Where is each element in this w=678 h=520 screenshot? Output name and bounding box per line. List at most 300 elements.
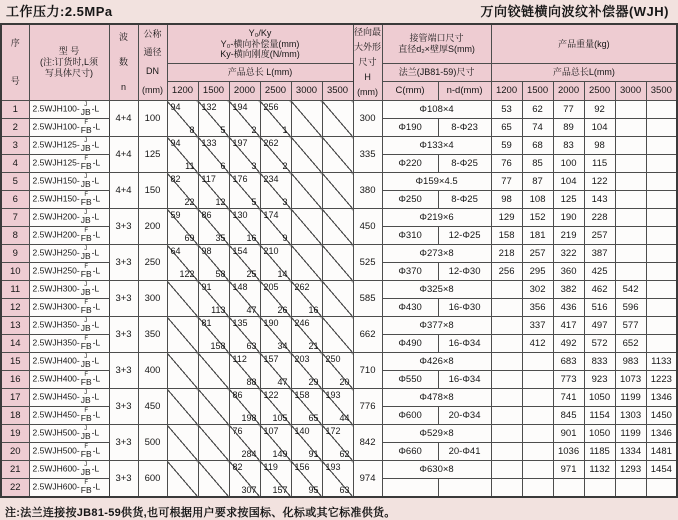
y-compensation-value: 174 (263, 210, 279, 220)
weight-cell: 425 (584, 263, 615, 281)
yk-cell (198, 389, 229, 425)
header-weight-length-2000: 2000 (553, 82, 584, 101)
weight-cell: 129 (491, 209, 522, 227)
model-variant-stack: J JB (80, 102, 91, 118)
k-stiffness-value: 157 (272, 485, 288, 495)
yk-cell (198, 245, 229, 281)
header-weight-length-1200: 1200 (491, 82, 522, 101)
model-variant-stack: F FB (80, 336, 92, 352)
weight-cell: 356 (522, 299, 553, 317)
y-compensation-value: 91 (201, 282, 212, 292)
flange-nd-cell: 8-Φ23 (438, 119, 491, 137)
weight-cell (615, 263, 646, 281)
weight-cell (615, 119, 646, 137)
row-number: 10 (1, 263, 29, 281)
table-row (1, 425, 677, 443)
yk-cell (167, 389, 198, 425)
y-compensation-value: 154 (232, 246, 248, 256)
weight-cell: 741 (553, 389, 584, 407)
k-stiffness-value: 5 (220, 125, 226, 135)
dn-cell: 600 (138, 461, 167, 498)
header-weight-total-length: 产品总长L(mm) (491, 64, 677, 82)
weight-cell: 1199 (615, 389, 646, 407)
y-compensation-value: 94 (170, 102, 181, 112)
model-cell: 2.5WJH600- J JB -L (29, 461, 109, 479)
weight-cell (522, 389, 553, 407)
yk-cell (291, 425, 322, 461)
h-cell: 662 (353, 317, 382, 353)
y-compensation-value: 156 (294, 462, 310, 472)
y-compensation-value: 86 (201, 210, 212, 220)
y-compensation-value: 176 (232, 174, 248, 184)
weight-cell: 542 (615, 281, 646, 299)
weight-cell: 92 (584, 101, 615, 119)
y-compensation-value: 122 (263, 390, 279, 400)
yk-cell (198, 425, 229, 461)
flange-c-cell: Φ370 (382, 263, 438, 281)
table-row (1, 245, 677, 263)
weight-cell: 516 (584, 299, 615, 317)
k-stiffness-value: 20 (339, 377, 350, 387)
weight-cell: 59 (491, 137, 522, 155)
k-stiffness-value: 62 (339, 449, 350, 459)
h-cell: 842 (353, 425, 382, 461)
y-compensation-value: 262 (294, 282, 310, 292)
y-compensation-value: 157 (263, 354, 279, 364)
yk-cell (291, 461, 322, 498)
yk-cell (229, 245, 260, 281)
weight-cell (615, 209, 646, 227)
weight-cell (491, 353, 522, 371)
weight-cell: 1050 (584, 425, 615, 443)
yk-cell (198, 461, 229, 498)
weight-cell (646, 299, 677, 317)
weight-cell (615, 173, 646, 191)
dn-cell: 250 (138, 245, 167, 281)
table-row (1, 353, 677, 371)
y-compensation-value: 256 (263, 102, 279, 112)
k-stiffness-value: 91 (308, 449, 319, 459)
k-stiffness-value: 8 (189, 125, 195, 135)
flange-c-cell: Φ550 (382, 371, 438, 389)
model-cell: 2.5WJH150- F FB -L (29, 191, 109, 209)
weight-cell: 436 (553, 299, 584, 317)
header-length-3000: 3000 (291, 82, 322, 101)
model-variant-stack: J JB (80, 426, 91, 442)
weight-cell: 412 (522, 335, 553, 353)
y-compensation-value: 130 (232, 210, 248, 220)
model-variant-stack: F FB (80, 372, 92, 388)
weight-cell: 152 (522, 209, 553, 227)
yk-cell (260, 317, 291, 353)
weight-cell: 115 (584, 155, 615, 173)
yk-cell (229, 173, 260, 209)
model-variant-stack: J JB (80, 138, 91, 154)
weight-cell: 337 (522, 317, 553, 335)
weight-cell: 1346 (646, 425, 677, 443)
weight-cell: 158 (491, 227, 522, 245)
k-stiffness-value: 26 (277, 305, 288, 315)
weight-cell: 845 (553, 407, 584, 425)
row-number: 19 (1, 425, 29, 443)
wave-count-cell: 3+3 (109, 317, 138, 353)
yk-cell (229, 317, 260, 353)
model-variant-stack: J JB (80, 210, 91, 226)
yk-cell (260, 245, 291, 281)
weight-cell: 122 (584, 173, 615, 191)
weight-cell: 62 (522, 101, 553, 119)
flange-c-cell: Φ310 (382, 227, 438, 245)
model-cell: 2.5WJH350- J JB -L (29, 317, 109, 335)
header-length-1500: 1500 (198, 82, 229, 101)
k-stiffness-value: 58 (215, 269, 226, 279)
pipe-cell: Φ529×8 (382, 425, 491, 443)
yk-cell (167, 209, 198, 245)
yk-cell (260, 425, 291, 461)
k-stiffness-value: 21 (308, 341, 319, 351)
weight-cell: 76 (491, 155, 522, 173)
y-compensation-value: 246 (294, 318, 310, 328)
table-row (1, 389, 677, 407)
weight-cell (522, 371, 553, 389)
row-number: 20 (1, 443, 29, 461)
model-cell: 2.5WJH100- J JB -L (29, 101, 109, 119)
flange-c-cell: Φ250 (382, 191, 438, 209)
flange-nd-cell (438, 479, 491, 498)
weight-cell (615, 137, 646, 155)
weight-cell (615, 479, 646, 498)
model-variant-stack: J JB (80, 318, 91, 334)
weight-cell (491, 425, 522, 443)
weight-cell (615, 101, 646, 119)
weight-cell: 218 (491, 245, 522, 263)
table-row (1, 317, 677, 335)
weight-cell: 1334 (615, 443, 646, 461)
weight-cell: 322 (553, 245, 584, 263)
wave-count-cell: 3+3 (109, 245, 138, 281)
weight-cell (646, 119, 677, 137)
yk-cell (260, 389, 291, 425)
weight-cell: 85 (522, 155, 553, 173)
weight-cell: 87 (522, 173, 553, 191)
weight-cell (491, 407, 522, 425)
flange-nd-cell: 16-Φ30 (438, 299, 491, 317)
y-compensation-value: 76 (232, 426, 243, 436)
weight-cell: 143 (584, 191, 615, 209)
yk-cell (322, 137, 353, 173)
weight-cell: 360 (553, 263, 584, 281)
weight-cell: 901 (553, 425, 584, 443)
weight-cell: 74 (522, 119, 553, 137)
k-stiffness-value: 158 (210, 341, 226, 351)
yk-cell (322, 281, 353, 317)
yk-cell (291, 317, 322, 353)
wave-count-cell: 3+3 (109, 389, 138, 425)
yk-cell (167, 101, 198, 137)
weight-cell: 833 (584, 353, 615, 371)
model-cell: 2.5WJH450- F FB -L (29, 407, 109, 425)
wave-count-cell: 4+4 (109, 173, 138, 209)
header-length-3500: 3500 (322, 82, 353, 101)
yk-cell (198, 101, 229, 137)
pipe-cell: Φ159×4.5 (382, 173, 491, 191)
y-compensation-value: 158 (294, 390, 310, 400)
header-h-dimension: 径向最 大外形 尺寸 H (mm) (353, 24, 382, 101)
k-stiffness-value: 47 (277, 377, 288, 387)
weight-cell (646, 245, 677, 263)
weight-cell: 1050 (584, 389, 615, 407)
y-compensation-value: 107 (263, 426, 279, 436)
k-stiffness-value: 122 (179, 269, 195, 279)
yk-cell (198, 353, 229, 389)
weight-cell: 83 (553, 137, 584, 155)
weight-cell: 98 (584, 137, 615, 155)
yk-cell (167, 137, 198, 173)
y-compensation-value: 59 (170, 210, 181, 220)
y-compensation-value: 140 (294, 426, 310, 436)
model-variant-stack: F FB (80, 156, 92, 172)
flange-c-cell: Φ430 (382, 299, 438, 317)
pipe-cell: Φ478×8 (382, 389, 491, 407)
header-total-length: 产品总长 L(mm) (167, 64, 353, 82)
y-compensation-value: 197 (232, 138, 248, 148)
header-flange-c: C(mm) (382, 82, 438, 101)
weight-cell: 382 (553, 281, 584, 299)
y-compensation-value: 94 (170, 138, 181, 148)
title-bar (0, 0, 675, 22)
weight-cell (584, 479, 615, 498)
pipe-cell: Φ273×8 (382, 245, 491, 263)
weight-cell: 77 (491, 173, 522, 191)
row-number: 3 (1, 137, 29, 155)
yk-cell (229, 101, 260, 137)
model-variant-stack: J JB (80, 354, 91, 370)
pipe-cell: Φ108×4 (382, 101, 491, 119)
k-stiffness-value: 69 (184, 233, 195, 243)
yk-cell (229, 461, 260, 498)
k-stiffness-value: 2 (282, 161, 288, 171)
yk-cell (291, 209, 322, 245)
flange-nd-cell: 20-Φ41 (438, 443, 491, 461)
model-cell: 2.5WJH125- J JB -L (29, 137, 109, 155)
model-variant-stack: F FB (80, 192, 92, 208)
yk-cell (198, 137, 229, 173)
y-compensation-value: 234 (263, 174, 279, 184)
k-stiffness-value: 198 (241, 413, 257, 423)
yk-cell (322, 173, 353, 209)
header-weight-length-3000: 3000 (615, 82, 646, 101)
yk-cell (291, 137, 322, 173)
model-cell: 2.5WJH200- J JB -L (29, 209, 109, 227)
wave-count-cell: 3+3 (109, 353, 138, 389)
model-cell: 2.5WJH350- F FB -L (29, 335, 109, 353)
yk-cell (229, 281, 260, 317)
yk-cell (291, 245, 322, 281)
weight-cell (615, 227, 646, 245)
yk-cell (167, 317, 198, 353)
model-variant-stack: J JB (80, 246, 91, 262)
weight-cell (522, 443, 553, 461)
header-weight-length-1500: 1500 (522, 82, 553, 101)
weight-cell: 1223 (646, 371, 677, 389)
k-stiffness-value: 22 (184, 197, 195, 207)
row-number: 7 (1, 209, 29, 227)
weight-cell: 492 (553, 335, 584, 353)
yk-cell (167, 281, 198, 317)
header-weight-length-2500: 2500 (584, 82, 615, 101)
table-row (1, 209, 677, 227)
weight-cell: 572 (584, 335, 615, 353)
yk-cell (291, 389, 322, 425)
yk-cell (322, 389, 353, 425)
weight-cell: 256 (491, 263, 522, 281)
y-compensation-value: 250 (325, 354, 341, 364)
yk-cell (167, 245, 198, 281)
k-stiffness-value: 25 (246, 269, 257, 279)
row-number: 9 (1, 245, 29, 263)
yk-cell (229, 353, 260, 389)
row-number: 5 (1, 173, 29, 191)
model-variant-stack: F FB (80, 228, 92, 244)
row-number: 15 (1, 353, 29, 371)
wave-count-cell: 4+4 (109, 101, 138, 137)
dn-cell: 200 (138, 209, 167, 245)
weight-cell: 228 (584, 209, 615, 227)
pipe-cell: Φ133×4 (382, 137, 491, 155)
yk-cell (229, 389, 260, 425)
yk-cell (198, 173, 229, 209)
dn-cell: 400 (138, 353, 167, 389)
y-compensation-value: 64 (170, 246, 181, 256)
dn-cell: 500 (138, 425, 167, 461)
weight-cell: 257 (522, 245, 553, 263)
weight-cell: 462 (584, 281, 615, 299)
header-dn: 公称 通径 DN (mm) (138, 24, 167, 101)
weight-cell: 1293 (615, 461, 646, 479)
k-stiffness-value: 113 (211, 305, 226, 315)
h-cell: 585 (353, 281, 382, 317)
y-compensation-value: 203 (294, 354, 310, 364)
table-row (1, 137, 677, 155)
pipe-cell: Φ630×8 (382, 461, 491, 479)
weight-cell: 302 (522, 281, 553, 299)
row-number: 13 (1, 317, 29, 335)
flange-c-cell: Φ600 (382, 407, 438, 425)
row-number: 8 (1, 227, 29, 245)
k-stiffness-value: 11 (185, 161, 195, 171)
weight-cell: 417 (553, 317, 584, 335)
k-stiffness-value: 9 (282, 233, 288, 243)
weight-cell: 1454 (646, 461, 677, 479)
yk-cell (229, 425, 260, 461)
k-stiffness-value: 1 (282, 125, 288, 135)
h-cell: 974 (353, 461, 382, 498)
weight-cell: 1185 (584, 443, 615, 461)
weight-cell: 65 (491, 119, 522, 137)
y-compensation-value: 98 (201, 246, 212, 256)
h-cell: 450 (353, 209, 382, 245)
y-compensation-value: 132 (201, 102, 217, 112)
dn-cell: 150 (138, 173, 167, 209)
model-variant-stack: F FB (80, 480, 92, 496)
weight-cell (553, 479, 584, 498)
weight-cell (646, 155, 677, 173)
weight-cell (491, 281, 522, 299)
model-cell: 2.5WJH300- J JB -L (29, 281, 109, 299)
k-stiffness-value: 12 (215, 197, 226, 207)
dn-cell: 450 (138, 389, 167, 425)
weight-cell: 1154 (584, 407, 615, 425)
y-compensation-value: 210 (263, 246, 279, 256)
k-stiffness-value: 284 (241, 449, 257, 459)
flange-nd-cell: 12-Φ25 (438, 227, 491, 245)
dn-cell: 300 (138, 281, 167, 317)
k-stiffness-value: 2 (251, 125, 257, 135)
table-row (1, 281, 677, 299)
model-cell: 2.5WJH400- F FB -L (29, 371, 109, 389)
flange-c-cell: Φ220 (382, 155, 438, 173)
weight-cell (646, 101, 677, 119)
flange-nd-cell: 20-Φ34 (438, 407, 491, 425)
k-stiffness-value: 5 (251, 197, 257, 207)
wave-count-cell: 3+3 (109, 461, 138, 498)
h-cell: 776 (353, 389, 382, 425)
yk-cell (167, 461, 198, 498)
pipe-cell: Φ219×6 (382, 209, 491, 227)
weight-cell (646, 227, 677, 245)
weight-cell: 257 (584, 227, 615, 245)
model-variant-stack: F FB (80, 300, 92, 316)
model-variant-stack: F FB (80, 408, 92, 424)
weight-cell (615, 155, 646, 173)
k-stiffness-value: 34 (277, 341, 288, 351)
model-cell: 2.5WJH400- J JB -L (29, 353, 109, 371)
weight-cell: 1073 (615, 371, 646, 389)
yk-cell (260, 137, 291, 173)
weight-cell (522, 407, 553, 425)
weight-cell (522, 425, 553, 443)
k-stiffness-value: 16 (246, 233, 257, 243)
pipe-cell: Φ377×8 (382, 317, 491, 335)
h-cell: 380 (353, 173, 382, 209)
model-cell: 2.5WJH100- F FB -L (29, 119, 109, 137)
yk-cell (229, 137, 260, 173)
model-variant-stack: J JB (80, 390, 91, 406)
k-stiffness-value: 95 (308, 485, 319, 495)
weight-cell: 108 (522, 191, 553, 209)
footnote: 注:法兰连接按JB81-59供货,也可根据用户要求按国标、化标或其它标准供货。 (5, 507, 396, 519)
h-cell: 300 (353, 101, 382, 137)
k-stiffness-value: 3 (282, 197, 288, 207)
weight-cell: 295 (522, 263, 553, 281)
wave-count-cell: 3+3 (109, 281, 138, 317)
weight-cell (522, 479, 553, 498)
y-compensation-value: 86 (232, 390, 243, 400)
pipe-cell: Φ325×8 (382, 281, 491, 299)
row-number: 21 (1, 461, 29, 479)
model-cell: 2.5WJH250- J JB -L (29, 245, 109, 263)
weight-cell (522, 461, 553, 479)
wave-count-cell: 4+4 (109, 137, 138, 173)
yk-cell (260, 173, 291, 209)
row-number: 22 (1, 479, 29, 498)
yk-cell (291, 281, 322, 317)
y-compensation-value: 262 (263, 138, 279, 148)
weight-cell: 1346 (646, 389, 677, 407)
flange-c-cell: Φ660 (382, 443, 438, 461)
weight-cell: 652 (615, 335, 646, 353)
weight-cell: 219 (553, 227, 584, 245)
